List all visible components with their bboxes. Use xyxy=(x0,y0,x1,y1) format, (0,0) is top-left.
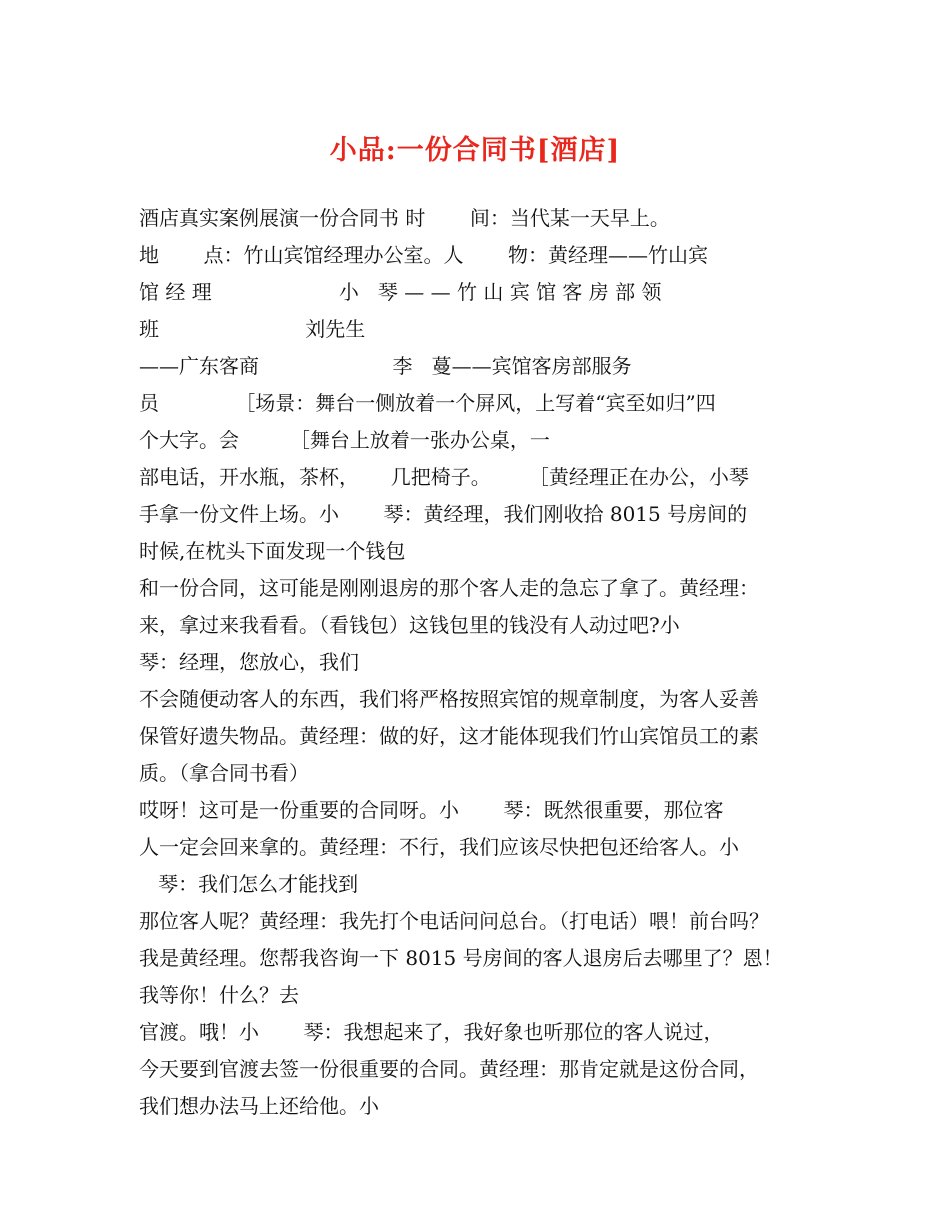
text-line: 手拿一份文件上场。小 琴：黄经理，我们刚收拾 8015 号房间的 xyxy=(139,502,748,526)
text-line: ——广东客商 李 蔓——宾馆客房部服务 xyxy=(139,354,632,378)
document-body xyxy=(139,200,829,1125)
text-line: 那位客人呢？黄经理：我先打个电话问问总台。（打电话）喂！前台吗？ xyxy=(139,909,769,933)
text-line: 馆 经 理 小 琴 — — 竹 山 宾 馆 客 房 部 领 xyxy=(139,280,662,304)
text-line: 我是黄经理。您帮我咨询一下 8015 号房间的客人退房后去哪里了？恩！ xyxy=(139,946,783,970)
text-line: 质。（拿合同书看） xyxy=(139,761,309,785)
text-line: 员 ［场景：舞台一侧放着一个屏风，上写着“宾至如归”四 xyxy=(139,391,716,415)
text-line: 哎呀！这可是一份重要的合同呀。小 琴：既然很重要，那位客 xyxy=(139,798,724,822)
text-line: 来，拿过来我看看。（看钱包）这钱包里的钱没有人动过吧?小 xyxy=(139,613,680,637)
text-line: 地 点：竹山宾馆经理办公室。人 物：黄经理——竹山宾 xyxy=(139,243,709,267)
text-line: 人一定会回来拿的。黄经理：不行，我们应该尽快把包还给客人。小 xyxy=(139,835,739,859)
text-line: 时候,在枕头下面发现一个钱包 xyxy=(139,539,406,563)
text-line: 班 刘先生 xyxy=(139,317,366,341)
document-title: 小品:一份合同书[酒店] xyxy=(329,135,621,166)
text-line: 今天要到官渡去签一份很重要的合同。黄经理：那肯定就是这份合同， xyxy=(139,1057,759,1081)
text-line: 部电话，开水瓶，茶杯， 几把椅子。 ［黄经理正在办公，小琴 xyxy=(139,465,749,489)
text-line: 我们想办法马上还给他。小 xyxy=(139,1094,379,1118)
text-line: 我等你！什么？去 xyxy=(139,983,299,1007)
text-line: 琴：我们怎么才能找到 xyxy=(139,872,359,896)
text-line: 不会随便动客人的东西，我们将严格按照宾馆的规章制度，为客人妥善 xyxy=(139,687,759,711)
text-line: 官渡。哦！小 琴：我想起来了，我好象也听那位的客人说过， xyxy=(139,1020,724,1044)
text-line: 琴：经理，您放心，我们 xyxy=(139,650,359,674)
text-line: 个大字。会 ［舞台上放着一张办公桌，一 xyxy=(139,428,550,452)
text-line: 和一份合同，这可能是刚刚退房的那个客人走的急忘了拿了。黄经理： xyxy=(139,576,759,600)
text-line: 酒店真实案例展演一份合同书 时 间：当代某一天早上。 xyxy=(139,206,670,230)
text-line: 保管好遗失物品。黄经理：做的好，这才能体现我们竹山宾馆员工的素 xyxy=(139,724,759,748)
